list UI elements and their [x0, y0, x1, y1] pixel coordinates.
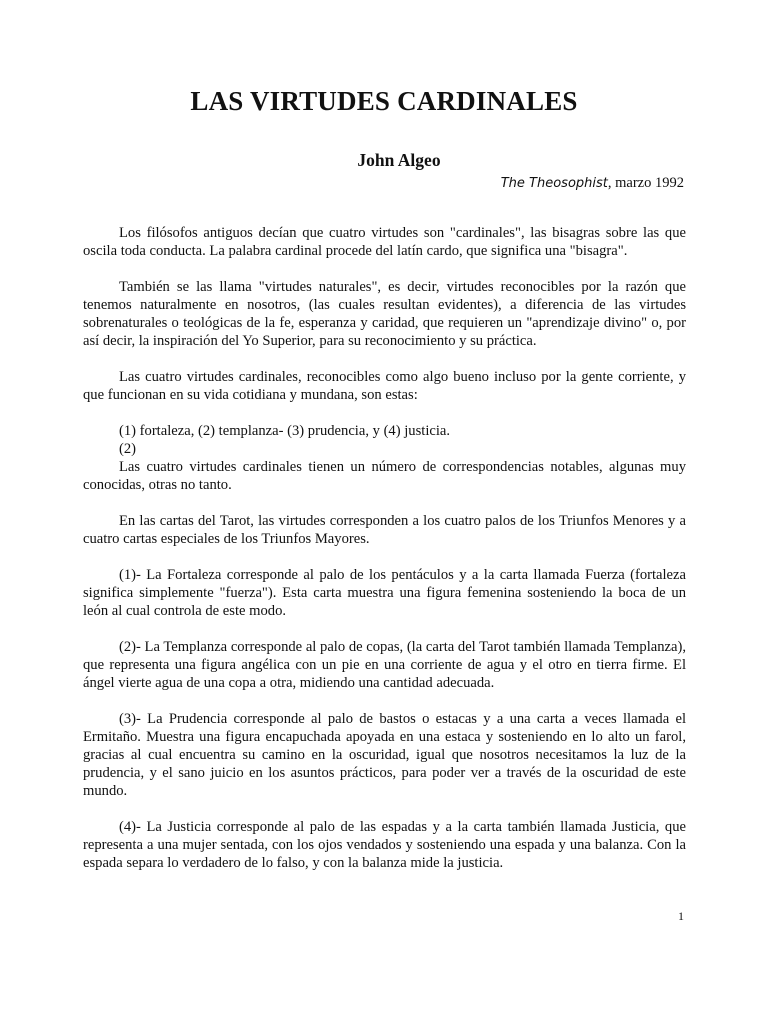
paragraph-prudencia: (3)- La Prudencia corresponde al palo de bastos o estacas y a una carta a veces llamada el Ermitaño. Muestra una figura encapuchada apoyada en una estaca y sosteniendo en lo alto un farol, gracias al cual encuentra su camino en la oscuridad, igual que nosotros necesitamos la luz de la prudencia, y el sano juicio en los asuntos prácticos, para poder ver a través de la oscuridad de este mundo. [83, 711, 686, 799]
paragraph-cardinal-definition: Los filósofos antiguos decían que cuatro virtudes son "cardinales", las bisagras sobre las que oscila toda conducta. La palabra cardinal procede del latín cardo, que significa una "bisagra". [83, 225, 686, 259]
paragraph-natural-virtues: También se las llama "virtudes naturales", es decir, virtudes reconocibles por la razón que tenemos naturalmente en nosotros, (las cuales resultan evidentes), a diferencia de las virtudes sobrenaturales o teológicas de la fe, esperanza y caridad, que requieren un "aprendizaje divino" o, por así decir, la inspiración del Yo Superior, para su reconocimiento y su práctica. [83, 279, 686, 349]
paragraph-tarot: En las cartas del Tarot, las virtudes corresponden a los cuatro palos de los Triunfos Menores y a cuatro cartas especiales de los Triunfos Mayores. [83, 513, 686, 547]
author-name: John Algeo [357, 150, 441, 170]
source-citation [501, 175, 684, 192]
paragraph-fortaleza: (1)- La Fortaleza corresponde al palo de los pentáculos y a la carta llamada Fuerza (fortaleza significa simplemente "fuerza"). Esta carta muestra una figura femenina sosteniendo la boca de un león al cual controla de este modo. [83, 567, 686, 619]
paragraph-virtues-list: (1) fortaleza, (2) templanza- (3) prudencia, y (4) justicia. [119, 423, 451, 439]
source-journal: The Theosophist [500, 176, 608, 191]
paragraph-justicia: (4)- La Justicia corresponde al palo de las espadas y a la carta también llamada Justicia, que representa a una mujer sentada, con los ojos vendados y sosteniendo una espada y una balanza. Con la espada separa lo verdadero de lo falso, y con la balanza mide la justicia. [83, 819, 686, 871]
document-title: LAS VIRTUDES CARDINALES [190, 86, 578, 116]
paragraph-list-marker: (2) [119, 441, 137, 457]
paragraph-correspondences: Las cuatro virtudes cardinales tienen un número de correspondencias notables, algunas muy conocidas, otras no tanto. [83, 459, 686, 493]
source-date: , marzo 1992 [607, 175, 684, 191]
paragraph-templanza: (2)- La Templanza corresponde al palo de copas, (la carta del Tarot también llamada Templanza), que representa una figura angélica con un pie en una corriente de agua y el otro en tierra firme. El ángel vierte agua de una copa a otra, midiendo una cantidad adecuada. [83, 639, 686, 691]
page-number: 1 [678, 909, 684, 923]
document-body [83, 224, 686, 890]
paragraph-four-virtues-intro: Las cuatro virtudes cardinales, reconocibles como algo bueno incluso por la gente corriente, y que funcionan en su vida cotidiana y mundana, son estas: [83, 369, 686, 403]
